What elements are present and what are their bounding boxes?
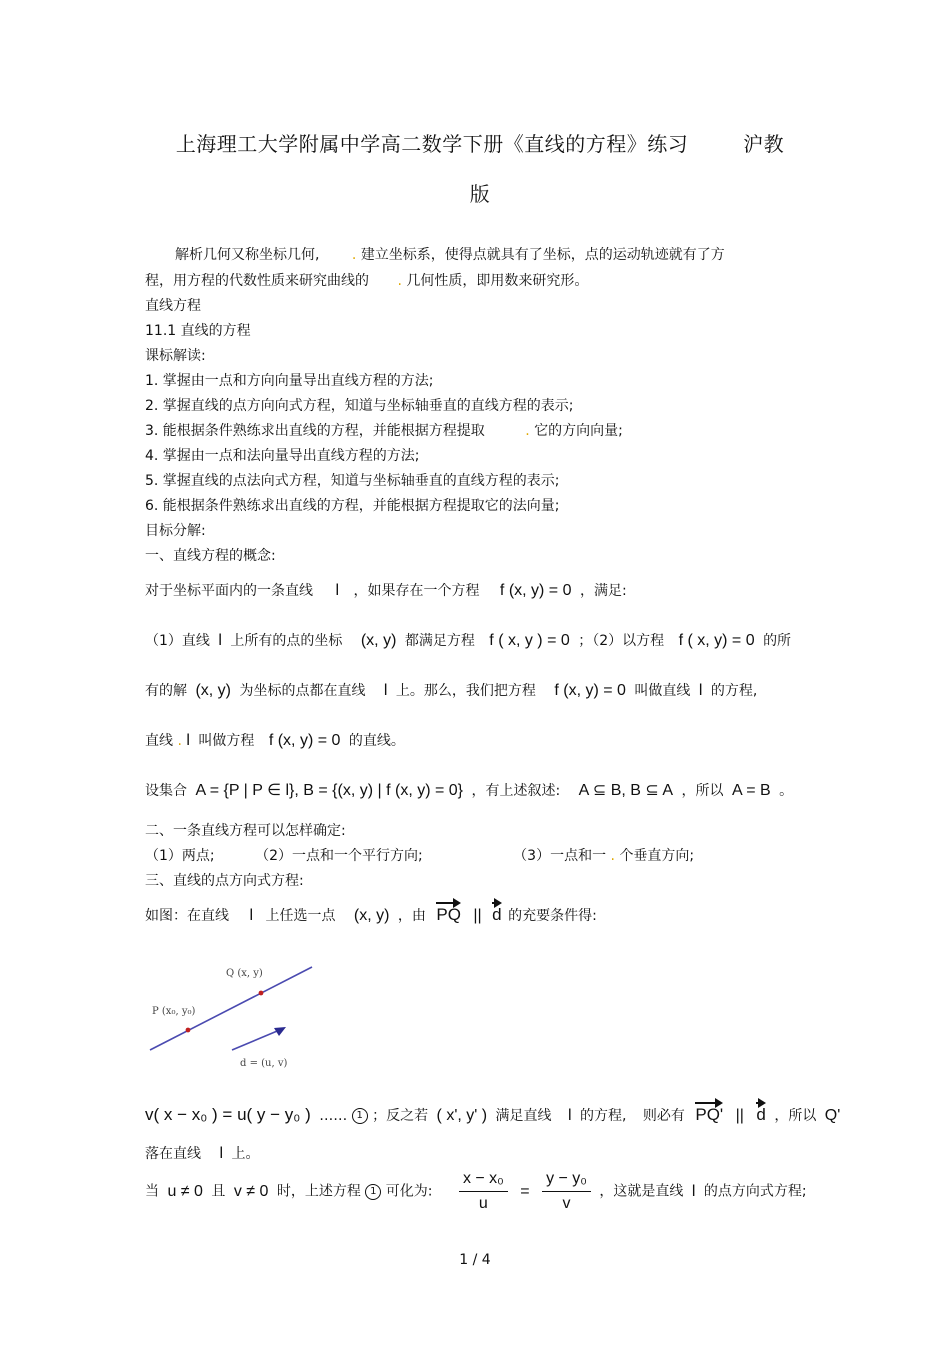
- list-item-2: 2. 掌握直线的点方向向式方程，知道与坐标轴垂直的直线方程的表示;: [145, 398, 574, 414]
- ways-row: （1）两点; （2）一点和一个平行方向; （3）一点和一 . 个垂直方向;: [145, 848, 695, 864]
- circled-number: 1: [352, 1108, 368, 1124]
- vector-d-2: d: [756, 1105, 766, 1124]
- vector-d: d: [492, 905, 502, 924]
- heading-concept: 一、直线方程的概念:: [145, 548, 276, 564]
- direction-vector: [232, 1029, 282, 1050]
- equation-1-row: v( x − x₀ ) = u( y − y₀ ) …… 1 ；反之若 ( x', y' ) 满足直线 l 的方程, 则必有 PQ' || d ，所以 Q': [145, 1105, 841, 1124]
- heading-point-direction: 三、直线的点方向式方程:: [145, 873, 304, 889]
- page-number: 1 / 4: [459, 1252, 491, 1268]
- list-item-3: 3. 能根据条件熟练求出直线的方程，并能根据方程提取 . 它的方向向量;: [145, 423, 623, 439]
- concept-para1: 对于坐标平面内的一条直线 l ，如果存在一个方程 f (x, y) = 0 ，满足:: [145, 582, 627, 599]
- condition-row: 当 u ≠ 0 且 v ≠ 0 时，上述方程 1 可化为: $\frac{\text{x − x₀}}{u}$ = $\frac{\text{y − y₀}}{v}$ ，这就是直线 l 的点方向式方程;: [145, 1170, 807, 1212]
- sets-para: 设集合 A = {P | P ∈ l}, B = {(x, y) | f (x, y) = 0} ，有上述叙述: A ⊆ B, B ⊆ A ，所以 A = B 。: [145, 782, 794, 799]
- list-item-4: 4. 掌握由一点和法向量导出直线方程的方法;: [145, 448, 420, 464]
- intro-line2: 程，用方程的代数性质来研究曲线的 . 几何性质，即用数来研究形。: [145, 273, 589, 289]
- fraction-y: $\frac{\text{y − y₀}}{v}$: [542, 1170, 591, 1213]
- line-diagram: [140, 950, 340, 1075]
- label-d: d = (u, v): [240, 1058, 288, 1069]
- vector-pq: PQ: [436, 905, 461, 924]
- concept-para2: （1）直线 l 上所有的点的坐标 (x, y) 都满足方程 f ( x, y ) = 0 ；（2）以方程 f ( x, y) = 0 的所: [145, 632, 792, 649]
- heading-line-equation: 直线方程: [145, 298, 201, 314]
- title-suffix: 沪教: [743, 132, 785, 156]
- list-item-5: 5. 掌握直线的点法向式方程，知道与坐标轴垂直的直线方程的表示;: [145, 473, 560, 489]
- heading-determine: 二、一条直线方程可以怎样确定:: [145, 823, 346, 839]
- fall-on-line: 落在直线 l 上。: [145, 1145, 260, 1162]
- vector-pq-prime: PQ': [695, 1105, 724, 1124]
- point-direction-para: 如图：在直线 l 上任选一点 (x, y) ，由 PQ || d 的充要条件得:: [145, 905, 597, 924]
- fraction-x: $\frac{\text{x − x₀}}{u}$: [459, 1170, 508, 1213]
- point-p: [186, 1028, 191, 1033]
- intro-line1: 解析几何又称坐标几何, . 建立坐标系，使得点就具有了坐标，点的运动轨迹就有了方: [175, 247, 725, 263]
- point-q: [259, 991, 264, 996]
- heading-11-1: 11.1 直线的方程: [145, 323, 251, 339]
- document-title: [120, 128, 840, 157]
- heading-standard: 课标解读:: [145, 348, 206, 364]
- concept-para4: 直线 . l 叫做方程 f (x, y) = 0 的直线。: [145, 732, 405, 749]
- list-item-6: 6. 能根据条件熟练求出直线的方程，并能根据方程提取它的法向量;: [145, 498, 560, 514]
- list-item-1: 1. 掌握由一点和方向向量导出直线方程的方法;: [145, 373, 434, 389]
- label-p: P (x₀, y₀): [152, 1006, 196, 1017]
- title-line1: 上海理工大学附属中学高二数学下册《直线的方程》练习: [175, 132, 689, 156]
- label-q: Q (x, y): [226, 968, 263, 979]
- circled-number-2: 1: [365, 1184, 381, 1200]
- title-line2: 版: [469, 182, 491, 206]
- concept-para3: 有的解 (x, y) 为坐标的点都在直线 l 上。那么，我们把方程 f (x, y) = 0 叫做直线 l 的方程,: [145, 682, 758, 699]
- heading-goal: 目标分解:: [145, 523, 206, 539]
